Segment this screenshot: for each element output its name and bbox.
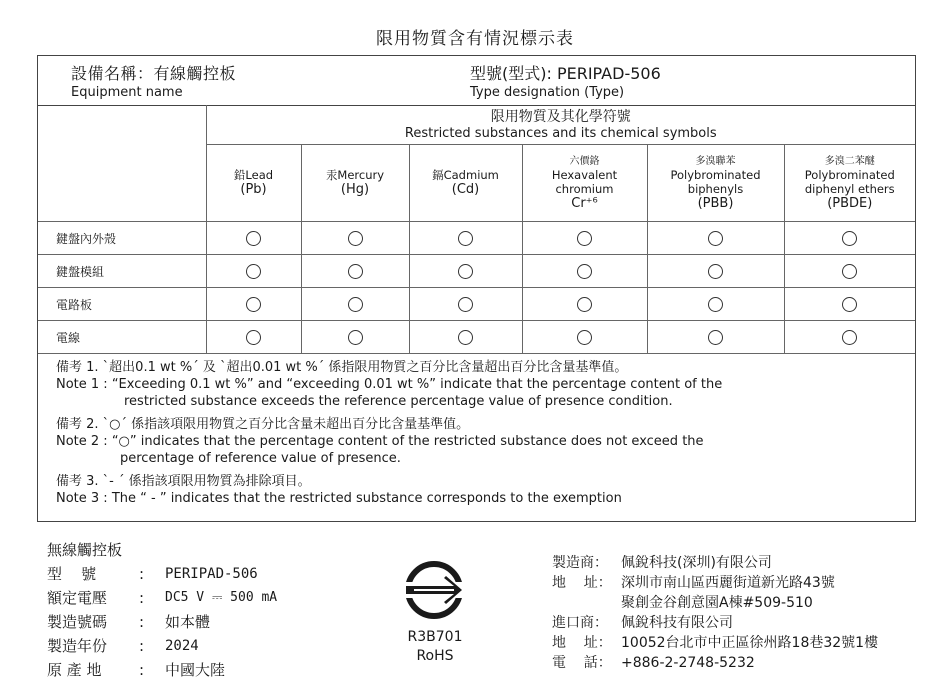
presence-cell	[206, 288, 301, 321]
table-row	[38, 321, 915, 354]
presence-cell	[522, 222, 647, 255]
column-name-en: Polybrominated diphenyl ethers	[804, 167, 895, 196]
column-symbol: Cr⁺⁶	[571, 195, 598, 211]
presence-cell	[784, 321, 915, 354]
label-row-serial: 製造號碼 : 如本體	[47, 610, 277, 634]
presence-cell	[206, 321, 301, 354]
presence-cell	[522, 321, 647, 354]
presence-mark	[577, 264, 592, 279]
presence-cell	[784, 222, 915, 255]
note-2-en-line1: Note 2 : “○” indicates that the percentage content of the restricted substance does not exceed the	[56, 434, 704, 449]
label-value: PERIPAD-506	[165, 566, 258, 582]
presence-cell	[784, 288, 915, 321]
equipment-name-zh: 設備名稱：有線觸控板	[71, 64, 237, 83]
presence-mark	[577, 297, 592, 312]
presence-cell	[301, 255, 409, 288]
column-symbol: (Pb)	[240, 181, 267, 197]
label-value: 如本體	[165, 613, 211, 631]
presence-mark	[246, 330, 261, 345]
presence-mark	[246, 297, 261, 312]
importer-value: 佩銳科技有限公司	[621, 615, 733, 631]
column-header-chromium	[522, 145, 647, 222]
substance-group-header	[206, 106, 915, 145]
presence-cell	[522, 288, 647, 321]
column-symbol: (PBDE)	[827, 195, 873, 211]
label-row-model: 型 號 : PERIPAD-506	[47, 562, 277, 586]
presence-mark	[842, 264, 857, 279]
equipment-name-en: Equipment name	[71, 85, 183, 100]
column-header-mercury	[301, 145, 409, 222]
column-header-pbde	[784, 145, 915, 222]
presence-cell	[409, 321, 522, 354]
presence-mark	[708, 264, 723, 279]
substance-group-en: Restricted substances and its chemical symbols	[404, 126, 717, 141]
address1-continued	[552, 593, 878, 613]
presence-mark	[458, 231, 473, 246]
row-label: 電路板	[38, 288, 206, 321]
manufacturer-value: 佩銳科技(深圳)有限公司	[621, 555, 772, 571]
column-name: 六價鉻	[569, 155, 600, 167]
column-symbol: (Cd)	[451, 181, 480, 197]
column-name: 多溴二苯醚	[824, 155, 875, 167]
label-key: 型 號	[47, 565, 97, 583]
presence-mark	[577, 231, 592, 246]
presence-cell	[522, 255, 647, 288]
manufacturer-row	[552, 553, 878, 573]
presence-mark	[458, 297, 473, 312]
column-name: 鉛Lead	[233, 167, 274, 182]
address1-value: 深圳市南山區西麗街道新光路43號	[621, 575, 835, 591]
type-designation-zh: 型號(型式): PERIPAD-506	[470, 64, 661, 83]
table-row	[38, 222, 915, 255]
presence-mark	[458, 264, 473, 279]
note-3-en: Note 3 : The “ - ” indicates that the restricted substance corresponds to the exemption	[56, 491, 622, 506]
presence-cell	[301, 222, 409, 255]
label-value: 中國大陸	[165, 661, 226, 679]
presence-mark	[842, 297, 857, 312]
certification-text	[395, 628, 475, 666]
column-symbol: (Hg)	[340, 181, 370, 197]
address2-label: 地 址：	[552, 635, 612, 651]
presence-mark	[458, 330, 473, 345]
label-key: 製造號碼	[47, 613, 108, 631]
substance-table	[38, 105, 915, 354]
column-symbol: (PBB)	[697, 195, 734, 211]
rohs-table-frame	[37, 55, 916, 522]
presence-mark	[246, 264, 261, 279]
column-name-en: Hexavalent chromium	[551, 167, 618, 196]
note-1	[56, 359, 906, 410]
phone-value: +886-2-2748-5232	[621, 655, 755, 671]
presence-mark	[348, 231, 363, 246]
presence-cell	[647, 321, 784, 354]
presence-mark	[842, 330, 857, 345]
rohs-mark: RoHS	[416, 648, 454, 664]
type-designation-block	[470, 64, 661, 102]
certification-code: R3B701	[407, 629, 463, 645]
page-title: 限用物質含有情況標示表	[376, 29, 574, 49]
note-2	[56, 416, 906, 467]
presence-cell	[409, 288, 522, 321]
presence-cell	[647, 255, 784, 288]
product-label-right	[552, 553, 878, 673]
notes-section	[56, 359, 906, 513]
presence-cell	[301, 321, 409, 354]
presence-mark	[708, 297, 723, 312]
phone-label: 電 話：	[552, 655, 612, 671]
label-value: 2024	[165, 638, 199, 654]
address2-value: 10052台北市中正區徐州路18巷32號1樓	[621, 635, 879, 651]
address2-row	[552, 633, 878, 653]
table-row	[38, 288, 915, 321]
label-key: 原 產 地	[47, 661, 102, 679]
note-2-en-line2: percentage of reference value of presence.	[120, 451, 401, 466]
presence-mark	[842, 231, 857, 246]
note-1-en-line1: Note 1 : “Exceeding 0.1 wt %” and “exceeding 0.01 wt %” indicate that the percentage content of the	[56, 377, 723, 392]
column-name: 鎘Cadmium	[432, 167, 499, 182]
label-row-origin: 原 產 地 : 中國大陸	[47, 658, 277, 682]
substance-group-zh: 限用物質及其化學符號	[490, 109, 631, 125]
column-name: 多溴聯苯	[695, 155, 736, 167]
presence-mark	[348, 264, 363, 279]
product-label-left	[47, 538, 277, 682]
row-label: 鍵盤內外殼	[38, 222, 206, 255]
table-corner-cell	[38, 106, 206, 222]
column-header-pbb	[647, 145, 784, 222]
importer-row	[552, 613, 878, 633]
presence-mark	[708, 330, 723, 345]
presence-cell	[784, 255, 915, 288]
presence-cell	[301, 288, 409, 321]
note-3	[56, 473, 906, 507]
presence-mark	[348, 297, 363, 312]
presence-cell	[206, 255, 301, 288]
product-heading: 無線觸控板	[47, 541, 123, 559]
table-body	[38, 222, 915, 354]
label-row-year: 製造年份 : 2024	[47, 634, 277, 658]
note-3-zh: 備考 3. ˋ- ˊ 係指該項限用物質為排除項目。	[56, 474, 311, 489]
address1-label: 地 址：	[552, 575, 612, 591]
label-value: DC5 V ⎓ 500 mA	[165, 590, 278, 605]
label-key: 額定電壓	[47, 589, 108, 607]
column-name-en: Polybrominated biphenyls	[670, 167, 761, 196]
column-header-cadmium	[409, 145, 522, 222]
equipment-name-block	[71, 64, 236, 102]
manufacturer-label: 製造商：	[552, 555, 608, 571]
bsmi-certification-icon	[400, 560, 468, 620]
presence-mark	[577, 330, 592, 345]
presence-mark	[708, 231, 723, 246]
phone-row	[552, 653, 878, 673]
note-1-en-line2: restricted substance exceeds the reference percentage value of presence condition.	[124, 394, 673, 409]
column-header-lead	[206, 145, 301, 222]
row-label: 電線	[38, 321, 206, 354]
column-name: 汞Mercury	[325, 167, 385, 182]
presence-cell	[409, 222, 522, 255]
type-designation-en: Type designation (Type)	[470, 85, 625, 100]
label-key: 製造年份	[47, 637, 108, 655]
presence-cell	[647, 288, 784, 321]
table-row	[38, 255, 915, 288]
note-1-zh: 備考 1. ˋ超出0.1 wt %ˊ 及 ˋ超出0.01 wt %ˊ 係指限用物質之百分比含量超出百分比含量基準值。	[56, 360, 628, 375]
presence-cell	[647, 222, 784, 255]
address1-row	[552, 573, 878, 593]
row-label: 鍵盤模組	[38, 255, 206, 288]
presence-mark	[348, 330, 363, 345]
importer-label: 進口商：	[552, 615, 608, 631]
presence-cell	[409, 255, 522, 288]
label-row-voltage: 額定電壓 : DC5 V ⎓ 500 mA	[47, 586, 277, 610]
note-2-zh: 備考 2. ˋ○ˊ 係指該項限用物質之百分比含量未超出百分比含量基準值。	[56, 417, 470, 432]
presence-cell	[206, 222, 301, 255]
presence-mark	[246, 231, 261, 246]
address1-value-line2: 聚創金谷創意園A棟#509-510	[621, 595, 813, 611]
